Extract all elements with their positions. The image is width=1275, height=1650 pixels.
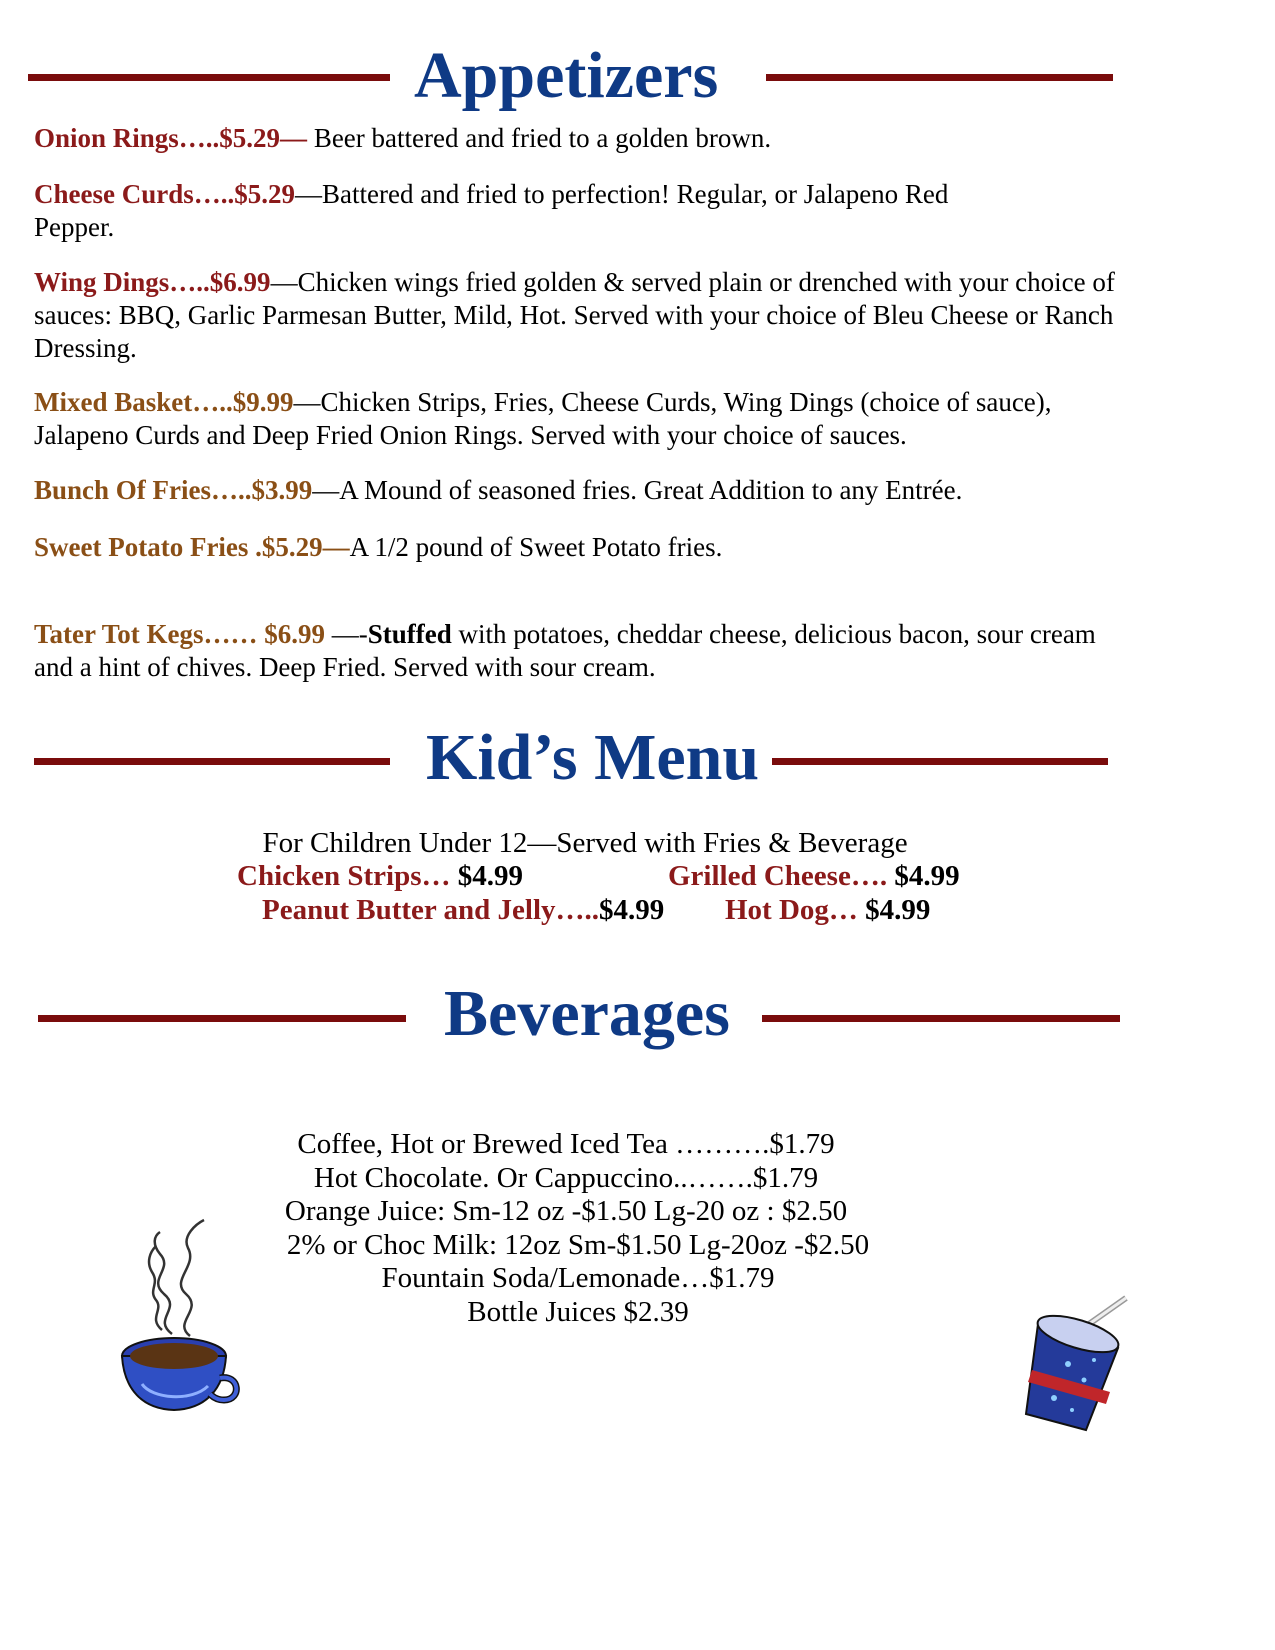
- appetizer-item-bunch-of-fries: [34, 474, 1184, 507]
- item-desc: —A Mound of seasoned fries. Great Addition to any Entrée.: [312, 475, 963, 505]
- appetizer-item-mixed-basket: [34, 386, 1104, 452]
- item-name: Cheese Curds…..$5.29: [34, 179, 295, 209]
- kids-menu-heading: Kid’s Menu: [426, 721, 760, 794]
- soda-cup-icon: [1008, 1294, 1132, 1434]
- appetizers-header: [0, 36, 1275, 116]
- item-desc: —Battered and fried to perfection! Regular, or Jalapeno Red Pepper.: [34, 179, 949, 242]
- item-name: Wing Dings…..$6.99: [34, 267, 271, 297]
- divider-right: [772, 758, 1108, 765]
- kids-item-pbj: [262, 893, 664, 927]
- divider-right: [766, 74, 1113, 81]
- divider-left: [34, 758, 390, 765]
- appetizer-item-wing-dings: [34, 266, 1124, 365]
- kids-menu-header: [0, 718, 1275, 798]
- divider-left: [38, 1015, 406, 1022]
- item-price: $4.99: [450, 860, 524, 892]
- item-desc: A 1/2 pound of Sweet Potato fries.: [349, 532, 723, 562]
- kids-subtitle: For Children Under 12—Served with Fries & Beverage: [262, 827, 908, 859]
- item-dash: —-: [325, 619, 368, 649]
- item-name: Hot Dog…: [725, 894, 858, 926]
- coffee-cup-icon: [112, 1214, 240, 1422]
- appetizer-item-onion-rings: [34, 122, 1184, 155]
- item-name: Mixed Basket…..$9.99: [34, 387, 294, 417]
- beverage-item: Bottle Juices $2.39: [467, 1296, 689, 1328]
- beverage-item: Coffee, Hot or Brewed Iced Tea ……….$1.79: [297, 1128, 835, 1160]
- beverages-heading: Beverages: [444, 977, 730, 1050]
- item-name: Sweet Potato Fries .$5.29—: [34, 532, 350, 562]
- appetizer-item-sweet-potato-fries: [34, 531, 1184, 564]
- item-name: Bunch Of Fries…..$3.99: [34, 475, 313, 505]
- item-desc: —Chicken Strips, Fries, Cheese Curds, Wing Dings (choice of sauce), Jalapeno Curds and Deep Fried Onion Rings. Served with your choice of sauces.: [34, 387, 1052, 450]
- item-lead: Stuffed: [367, 619, 452, 649]
- item-desc: Beer battered and fried to a golden brown.: [307, 123, 772, 153]
- appetizer-item-tater-tot-kegs: [34, 618, 1134, 684]
- beverage-item: 2% or Choc Milk: 12oz Sm-$1.50 Lg-20oz -$2.50: [286, 1229, 870, 1261]
- item-desc: —Chicken wings fried golden & served plain or drenched with your choice of sauces: BBQ, Garlic Parmesan Butter, Mild, Hot. Served with your choice of Bleu Cheese or Ranch Dressing.: [34, 267, 1115, 363]
- divider-right: [762, 1015, 1120, 1022]
- item-name: Grilled Cheese….: [668, 860, 888, 892]
- item-desc: with potatoes, cheddar cheese, delicious bacon, sour cream and a hint of chives. Deep Fried. Served with sour cream.: [34, 619, 1096, 682]
- kids-item-chicken-strips: [237, 859, 523, 893]
- kids-item-hot-dog: [725, 893, 930, 927]
- kids-item-grilled-cheese: [668, 859, 960, 893]
- item-price: $4.99: [599, 894, 665, 926]
- item-name: Tater Tot Kegs…… $6.99: [34, 619, 326, 649]
- appetizer-item-cheese-curds: [34, 178, 1014, 244]
- item-name: Onion Rings…..$5.29—: [34, 123, 308, 153]
- item-name: Chicken Strips…: [237, 860, 451, 892]
- beverages-header: [0, 974, 1275, 1054]
- item-name: Peanut Butter and Jelly…..: [262, 894, 599, 926]
- beverage-item: Orange Juice: Sm-12 oz -$1.50 Lg-20 oz : $2.50: [284, 1195, 848, 1227]
- appetizers-heading: Appetizers: [414, 39, 719, 112]
- item-price: $4.99: [887, 860, 960, 892]
- item-price: $4.99: [857, 894, 931, 926]
- divider-left: [28, 74, 390, 81]
- beverage-item: Hot Chocolate. Or Cappuccino..…….$1.79: [313, 1162, 819, 1194]
- beverage-item: Fountain Soda/Lemonade…$1.79: [381, 1262, 775, 1294]
